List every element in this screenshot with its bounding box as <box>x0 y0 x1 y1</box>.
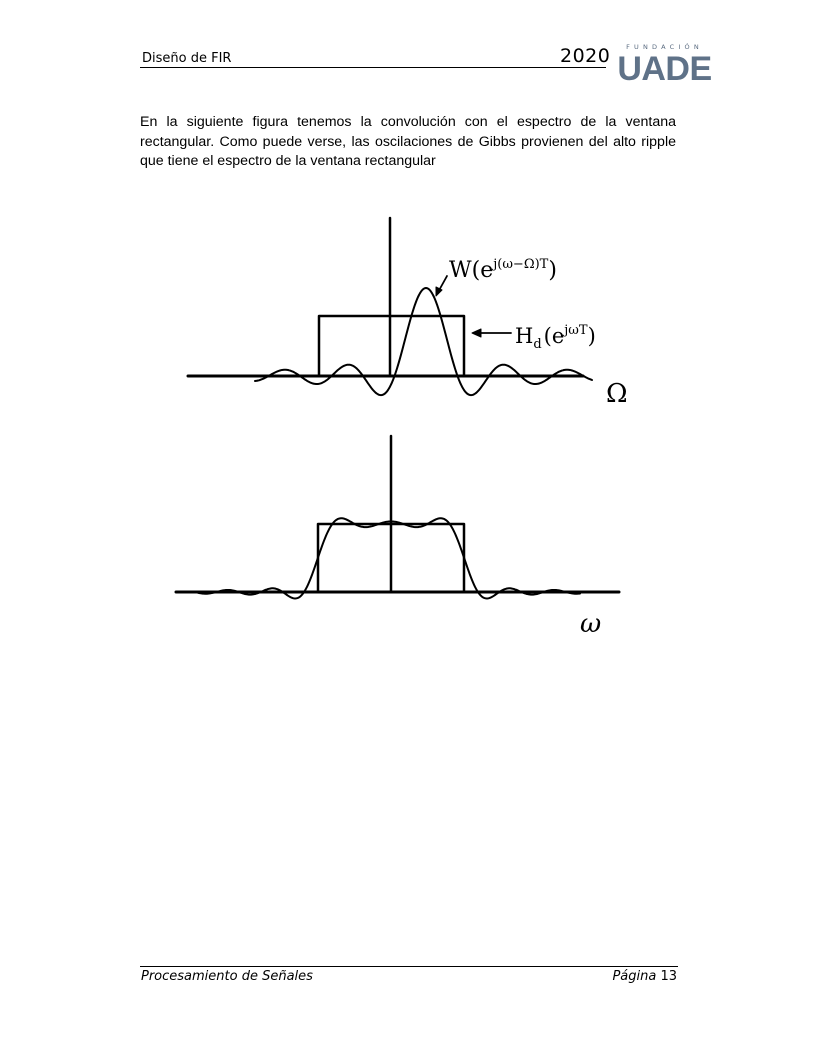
header-year: 2020 <box>560 45 611 67</box>
footer-rule <box>140 966 678 967</box>
logo-wordmark: UADE <box>617 50 712 88</box>
footer-course: Procesamiento de Señales <box>141 969 313 984</box>
logo-subtitle: FUNDACIÓN <box>626 43 703 51</box>
hd-label: $H_d(e^{j\omega T})$ <box>515 323 596 352</box>
top-axis-omega-label: Ω <box>606 379 628 409</box>
bottom-convolution-curve <box>198 518 580 598</box>
footer-page-number: 13 <box>660 969 677 984</box>
w-label: $W(e^{j(\omega-\Omega)T})$ <box>449 257 557 283</box>
body-paragraph: En la siguiente figura tenemos la convolución con el espectro de la ventana rectangular. Como puede verse, las oscilaciones de Gibbs provienen del alto ripple que tiene el espectro de la ventana rectangular <box>140 114 676 169</box>
hd-arrow-head <box>472 329 481 337</box>
footer-page <box>612 969 677 984</box>
header-title: Diseño de FIR <box>142 51 232 66</box>
footer-page-word: Página <box>612 969 657 984</box>
bottom-axis-omega-label: ω <box>580 609 602 639</box>
